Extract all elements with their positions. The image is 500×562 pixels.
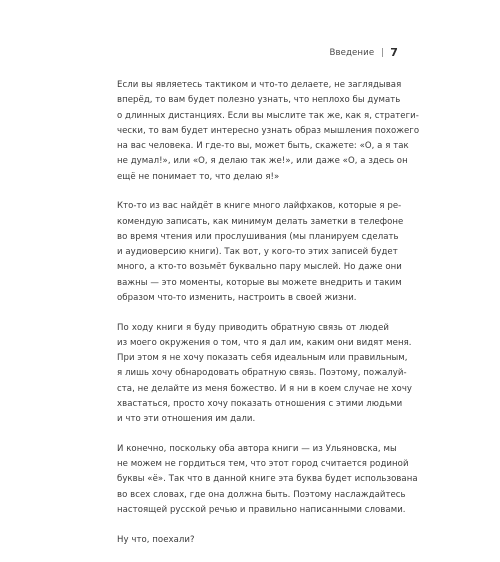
page-number: 7 xyxy=(390,46,398,59)
text-line: я лишь хочу обнародовать обратную связь. Поэтому, пожалуй- xyxy=(117,368,407,379)
text-line: ещё не понимает то, что делаю я!» xyxy=(117,171,280,182)
text-line: настоящей русской речью и правильно написанными словами. xyxy=(117,504,406,515)
text-line: много, а кто-то возьмёт буквально пару мыслей. Но даже они xyxy=(117,262,402,273)
text-line: хвастаться, просто хочу показать отношения с этими людьми xyxy=(117,398,403,409)
text-line: не думал!», или «О, я делаю так же!», или даже «О, а здесь он xyxy=(117,156,408,167)
text-line: Ну что, поехали? xyxy=(117,534,195,545)
body-text xyxy=(117,78,420,562)
text-line: Если вы являетесь тактиком и что-то делаете, не заглядывая xyxy=(117,80,402,90)
section-title: Введение xyxy=(329,47,375,58)
text-line: Кто-то из вас найдёт в книге много лайфхаков, которые я ре- xyxy=(117,201,402,212)
text-line: ста, не делайте из меня божество. И я ни в коем случае не хочу xyxy=(117,383,413,394)
header-divider xyxy=(382,48,383,57)
text-line: важны — это моменты, которые вы можете внедрить и таким xyxy=(117,277,402,288)
paragraph-3 xyxy=(117,321,413,428)
text-line: По ходу книги я буду приводить обратную связь от людей xyxy=(117,322,389,333)
text-line: не можем не гордиться тем, что этот город считается родиной xyxy=(117,459,409,469)
text-line: из моего окружения о том, что я дал им, каким они видят меня. xyxy=(117,337,412,348)
paragraph-2 xyxy=(117,199,404,306)
text-line: и аудиоверсию книги). Так вот, у кого-то этих записей будет xyxy=(117,247,398,257)
text-line: вперёд, то вам будет полезно узнать, что неплохо бы думать xyxy=(117,95,401,106)
text-line: При этом я не хочу показать себя идеальным или правильным, xyxy=(117,353,408,363)
text-line: комендую записать, как минимум делать заметки в телефоне xyxy=(117,216,404,227)
text-line: И конечно, поскольку оба автора книги — из Ульяновска, мы xyxy=(117,443,397,454)
text-line: буквы «ё». Так что в данной книге эта буква будет использована xyxy=(117,474,418,485)
paragraph-5 xyxy=(117,533,389,548)
text-line: на вас человека. И где-то вы, может быть, скажете: «О, а я так xyxy=(117,141,409,151)
text-line: во время чтения или прослушивания (мы планируем сделать xyxy=(117,231,399,242)
text-line: образом что-то изменить, настроить в своей жизни. xyxy=(117,292,357,303)
paragraph-1 xyxy=(117,78,420,185)
running-header xyxy=(329,46,398,59)
paragraph-4 xyxy=(117,442,418,518)
text-line: и что эти отношения им дали. xyxy=(117,414,256,424)
text-line: чески, то вам будет интересно узнать образ мышления похожего xyxy=(117,125,420,136)
text-line: во всех словах, где она должна быть. Поэтому наслаждайтесь xyxy=(117,489,406,500)
text-line: о длинных дистанциях. Если вы мыслите так же, как я, стратеги- xyxy=(117,110,419,121)
